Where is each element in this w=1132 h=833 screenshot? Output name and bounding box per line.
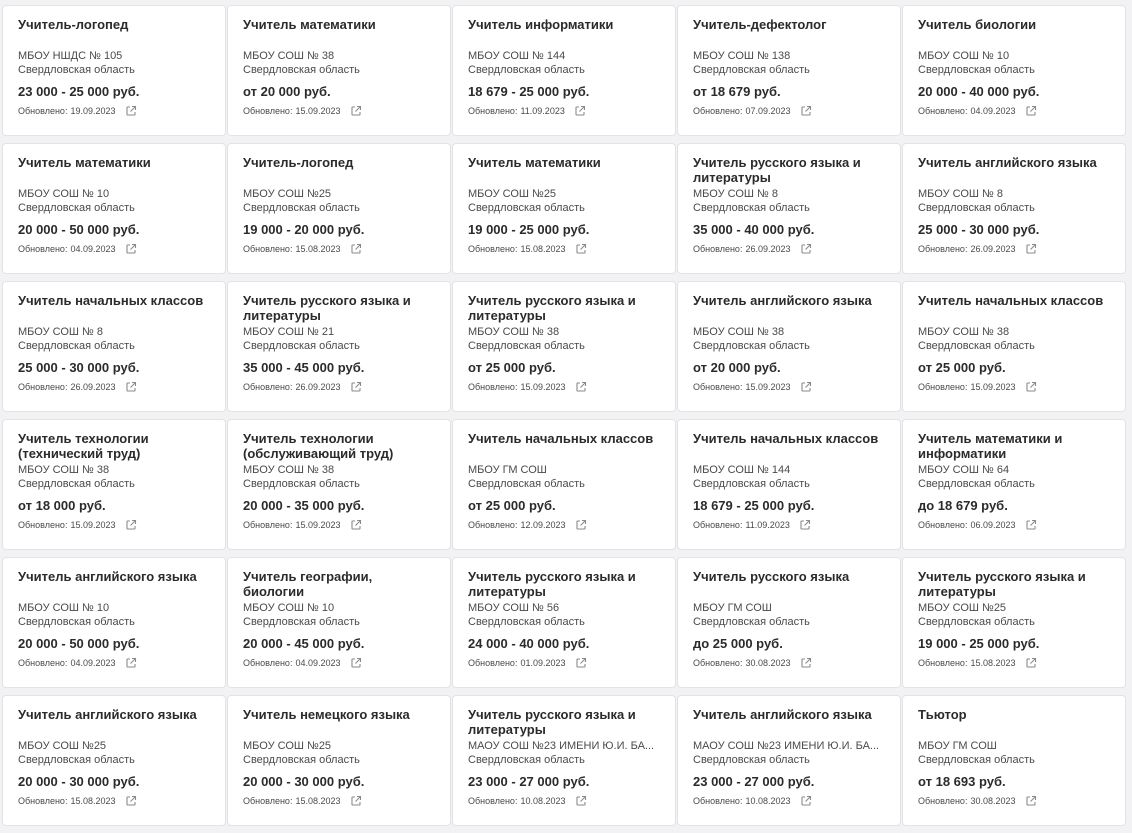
vacancy-salary: от 18 000 руб.	[18, 498, 106, 513]
vacancy-salary: от 20 000 руб.	[693, 360, 781, 375]
vacancy-region: Свердловская область	[243, 616, 360, 628]
vacancy-organization: МБОУ СОШ №25	[468, 188, 557, 200]
vacancy-title[interactable]: Учитель начальных классов	[918, 293, 1104, 308]
vacancy-region: Свердловская область	[918, 64, 1035, 76]
updated-date: 10.08.2023	[745, 796, 791, 806]
vacancy-card[interactable]	[677, 557, 901, 688]
vacancy-organization: МБОУ СОШ № 38	[468, 326, 560, 338]
updated-label: Обновлено:	[918, 382, 968, 392]
vacancy-card[interactable]	[902, 419, 1126, 550]
updated-date: 30.08.2023	[745, 658, 791, 668]
vacancy-card[interactable]	[2, 281, 226, 412]
vacancy-card[interactable]	[452, 5, 676, 136]
vacancy-title[interactable]: Учитель-логопед	[243, 155, 354, 170]
vacancy-meta	[918, 380, 1111, 394]
external-link-icon[interactable]	[1025, 243, 1037, 255]
vacancy-salary: 19 000 - 20 000 руб.	[243, 222, 365, 237]
vacancy-title[interactable]: Учитель русского языка и литературы	[468, 707, 636, 737]
updated-label: Обновлено:	[693, 106, 743, 116]
vacancy-region: Свердловская область	[468, 754, 585, 766]
updated-label: Обновлено:	[918, 796, 968, 806]
vacancy-salary: от 18 693 руб.	[918, 774, 1006, 789]
external-link-icon[interactable]	[350, 795, 362, 807]
vacancy-region: Свердловская область	[18, 616, 135, 628]
updated-label: Обновлено:	[18, 658, 68, 668]
vacancy-region: Свердловская область	[918, 202, 1035, 214]
updated-date: 26.09.2023	[745, 244, 791, 254]
vacancy-meta	[918, 656, 1111, 670]
vacancy-title[interactable]: Учитель технологии (технический труд)	[18, 431, 149, 461]
vacancy-title[interactable]: Учитель русского языка и литературы	[243, 293, 411, 323]
vacancy-meta	[18, 380, 211, 394]
vacancy-meta	[18, 794, 211, 808]
vacancy-card[interactable]	[227, 557, 451, 688]
updated-label: Обновлено:	[693, 658, 743, 668]
external-link-icon[interactable]	[800, 105, 812, 117]
updated-date: 19.09.2023	[70, 106, 116, 116]
vacancy-title[interactable]: Учитель биологии	[918, 17, 1037, 32]
vacancy-organization: МБОУ ГМ СОШ	[918, 740, 997, 752]
vacancy-meta	[918, 104, 1111, 118]
external-link-icon[interactable]	[125, 795, 137, 807]
vacancy-meta	[918, 794, 1111, 808]
vacancy-meta	[693, 794, 886, 808]
vacancy-card[interactable]	[902, 695, 1126, 826]
vacancy-organization: МБОУ СОШ № 10	[918, 50, 1010, 62]
vacancy-region: Свердловская область	[693, 202, 810, 214]
vacancy-region: Свердловская область	[693, 64, 810, 76]
vacancy-organization: МБОУ СОШ № 38	[693, 326, 785, 338]
vacancy-meta	[693, 104, 886, 118]
vacancy-meta	[243, 518, 436, 532]
vacancy-meta	[243, 104, 436, 118]
vacancy-region: Свердловская область	[918, 616, 1035, 628]
vacancy-card[interactable]	[2, 695, 226, 826]
updated-date: 11.09.2023	[745, 520, 790, 530]
vacancy-region: Свердловская область	[693, 478, 810, 490]
vacancy-organization: МБОУ СОШ № 38	[18, 464, 110, 476]
updated-label: Обновлено:	[693, 796, 743, 806]
updated-date: 11.09.2023	[520, 106, 565, 116]
vacancy-card[interactable]	[902, 281, 1126, 412]
updated-label: Обновлено:	[243, 658, 293, 668]
vacancy-salary: 23 000 - 27 000 руб.	[468, 774, 590, 789]
vacancy-organization: МБОУ СОШ № 8	[693, 188, 778, 200]
updated-date: 04.09.2023	[295, 658, 341, 668]
vacancy-region: Свердловская область	[468, 478, 585, 490]
vacancy-title[interactable]: Учитель начальных классов	[18, 293, 204, 308]
vacancy-title[interactable]: Учитель математики	[243, 17, 376, 32]
vacancy-region: Свердловская область	[18, 64, 135, 76]
vacancy-organization: МАОУ СОШ №23 ИМЕНИ Ю.И. БА...	[693, 740, 880, 752]
vacancy-card[interactable]	[452, 695, 676, 826]
external-link-icon[interactable]	[799, 519, 811, 531]
updated-label: Обновлено:	[468, 382, 518, 392]
updated-label: Обновлено:	[18, 106, 68, 116]
vacancy-organization: МБОУ СОШ № 8	[918, 188, 1003, 200]
vacancy-title[interactable]: Учитель математики и информатики	[918, 431, 1063, 461]
external-link-icon[interactable]	[1025, 795, 1037, 807]
updated-date: 30.08.2023	[970, 796, 1016, 806]
updated-label: Обновлено:	[243, 796, 293, 806]
vacancy-region: Свердловская область	[693, 616, 810, 628]
vacancy-title[interactable]: Учитель математики	[18, 155, 151, 170]
vacancy-organization: МБОУ СОШ № 8	[18, 326, 103, 338]
updated-label: Обновлено:	[693, 520, 743, 530]
vacancy-title[interactable]: Учитель английского языка	[918, 155, 1097, 170]
external-link-icon[interactable]	[350, 519, 362, 531]
vacancy-meta	[468, 242, 661, 256]
vacancy-salary: 20 000 - 50 000 руб.	[18, 222, 140, 237]
vacancy-card[interactable]	[2, 557, 226, 688]
updated-date: 10.08.2023	[520, 796, 566, 806]
updated-date: 15.09.2023	[295, 106, 341, 116]
vacancy-salary: от 18 679 руб.	[693, 84, 781, 99]
updated-date: 15.08.2023	[70, 796, 116, 806]
vacancy-card[interactable]	[677, 419, 901, 550]
vacancy-region: Свердловская область	[468, 64, 585, 76]
updated-label: Обновлено:	[693, 382, 743, 392]
updated-date: 26.09.2023	[970, 244, 1016, 254]
updated-label: Обновлено:	[18, 382, 68, 392]
vacancy-organization: МБОУ СОШ № 144	[468, 50, 566, 62]
external-link-icon[interactable]	[800, 243, 812, 255]
external-link-icon[interactable]	[125, 381, 137, 393]
vacancy-meta	[18, 656, 211, 670]
vacancy-salary: 35 000 - 45 000 руб.	[243, 360, 365, 375]
vacancy-salary: от 20 000 руб.	[243, 84, 331, 99]
updated-date: 26.09.2023	[70, 382, 116, 392]
vacancy-card[interactable]	[227, 419, 451, 550]
external-link-icon[interactable]	[575, 381, 587, 393]
vacancy-salary: 20 000 - 50 000 руб.	[18, 636, 140, 651]
external-link-icon[interactable]	[575, 243, 587, 255]
updated-date: 12.09.2023	[520, 520, 566, 530]
vacancy-region: Свердловская область	[243, 340, 360, 352]
vacancy-meta	[243, 380, 436, 394]
updated-label: Обновлено:	[918, 244, 968, 254]
vacancy-region: Свердловская область	[468, 202, 585, 214]
vacancy-meta	[18, 104, 211, 118]
vacancy-organization: МБОУ СОШ № 10	[18, 188, 110, 200]
updated-label: Обновлено:	[18, 796, 68, 806]
vacancy-card[interactable]	[902, 143, 1126, 274]
updated-label: Обновлено:	[18, 520, 68, 530]
vacancy-region: Свердловская область	[243, 754, 360, 766]
updated-date: 15.09.2023	[295, 520, 341, 530]
vacancy-meta	[468, 518, 661, 532]
external-link-icon[interactable]	[125, 657, 137, 669]
vacancy-card[interactable]	[677, 143, 901, 274]
vacancy-title[interactable]: Учитель английского языка	[693, 707, 872, 722]
vacancy-organization: МБОУ СОШ № 64	[918, 464, 1010, 476]
vacancy-salary: 24 000 - 40 000 руб.	[468, 636, 590, 651]
vacancy-organization: МБОУ СОШ № 144	[693, 464, 791, 476]
updated-date: 04.09.2023	[970, 106, 1016, 116]
vacancy-meta	[693, 380, 886, 394]
updated-label: Обновлено:	[468, 244, 518, 254]
updated-date: 15.08.2023	[970, 658, 1016, 668]
vacancy-region: Свердловская область	[243, 202, 360, 214]
vacancy-card[interactable]	[677, 695, 901, 826]
vacancy-salary: 20 000 - 40 000 руб.	[918, 84, 1040, 99]
vacancy-meta	[693, 656, 886, 670]
updated-date: 06.09.2023	[970, 520, 1016, 530]
vacancy-meta	[693, 518, 886, 532]
vacancy-region: Свердловская область	[693, 754, 810, 766]
vacancy-salary: 23 000 - 25 000 руб.	[18, 84, 140, 99]
external-link-icon[interactable]	[1025, 519, 1037, 531]
external-link-icon[interactable]	[125, 105, 137, 117]
vacancy-salary: 19 000 - 25 000 руб.	[918, 636, 1040, 651]
external-link-icon[interactable]	[575, 657, 587, 669]
vacancy-organization: МБОУ СОШ № 10	[243, 602, 335, 614]
vacancy-organization: МБОУ СОШ №25	[243, 188, 332, 200]
vacancy-salary: 20 000 - 30 000 руб.	[243, 774, 365, 789]
external-link-icon[interactable]	[350, 381, 362, 393]
vacancy-salary: 20 000 - 30 000 руб.	[18, 774, 140, 789]
updated-label: Обновлено:	[468, 520, 518, 530]
vacancy-title[interactable]: Учитель английского языка	[693, 293, 872, 308]
updated-label: Обновлено:	[468, 796, 518, 806]
vacancy-region: Свердловская область	[693, 340, 810, 352]
updated-date: 26.09.2023	[295, 382, 341, 392]
vacancy-meta	[468, 380, 661, 394]
updated-date: 15.08.2023	[295, 244, 341, 254]
vacancy-salary: от 25 000 руб.	[918, 360, 1006, 375]
vacancy-organization: МБОУ СОШ № 38	[243, 50, 335, 62]
vacancy-card[interactable]	[902, 5, 1126, 136]
vacancy-organization: МБОУ СОШ № 138	[693, 50, 791, 62]
vacancy-meta	[918, 242, 1111, 256]
vacancy-card[interactable]	[452, 281, 676, 412]
vacancy-card[interactable]	[227, 695, 451, 826]
vacancy-salary: до 18 679 руб.	[918, 498, 1008, 513]
updated-date: 15.09.2023	[745, 382, 791, 392]
external-link-icon[interactable]	[350, 657, 362, 669]
vacancy-title[interactable]: Учитель информатики	[468, 17, 614, 32]
vacancy-meta	[243, 242, 436, 256]
vacancy-title[interactable]: Учитель русского языка и литературы	[468, 569, 636, 599]
external-link-icon[interactable]	[1025, 105, 1037, 117]
vacancy-region: Свердловская область	[918, 478, 1035, 490]
updated-date: 15.09.2023	[70, 520, 116, 530]
vacancy-title[interactable]: Учитель английского языка	[18, 707, 197, 722]
vacancy-organization: МБОУ СОШ №25	[243, 740, 332, 752]
vacancy-salary: от 25 000 руб.	[468, 360, 556, 375]
vacancy-salary: 20 000 - 35 000 руб.	[243, 498, 365, 513]
vacancy-grid	[2, 5, 1126, 826]
vacancy-region: Свердловская область	[918, 340, 1035, 352]
updated-date: 15.08.2023	[295, 796, 341, 806]
vacancy-region: Свердловская область	[243, 478, 360, 490]
vacancy-region: Свердловская область	[18, 754, 135, 766]
vacancy-region: Свердловская область	[18, 202, 135, 214]
external-link-icon[interactable]	[800, 657, 812, 669]
updated-label: Обновлено:	[468, 106, 518, 116]
updated-label: Обновлено:	[918, 520, 968, 530]
vacancy-title[interactable]: Учитель русского языка и литературы	[468, 293, 636, 323]
external-link-icon[interactable]	[575, 519, 587, 531]
updated-label: Обновлено:	[18, 244, 68, 254]
updated-date: 15.09.2023	[520, 382, 566, 392]
updated-label: Обновлено:	[243, 520, 293, 530]
updated-label: Обновлено:	[243, 106, 293, 116]
vacancy-organization: МБОУ СОШ № 21	[243, 326, 335, 338]
vacancy-title[interactable]: Учитель русского языка	[693, 569, 850, 584]
vacancy-region: Свердловская область	[18, 340, 135, 352]
updated-date: 01.09.2023	[520, 658, 566, 668]
vacancy-salary: 20 000 - 45 000 руб.	[243, 636, 365, 651]
vacancy-organization: МБОУ ГМ СОШ	[468, 464, 547, 476]
vacancy-salary: до 25 000 руб.	[693, 636, 783, 651]
vacancy-meta	[693, 242, 886, 256]
vacancy-title[interactable]: Учитель начальных классов	[468, 431, 654, 446]
vacancy-organization: МБОУ СОШ № 38	[243, 464, 335, 476]
vacancy-card[interactable]	[452, 419, 676, 550]
external-link-icon[interactable]	[350, 243, 362, 255]
updated-date: 15.08.2023	[520, 244, 566, 254]
vacancy-region: Свердловская область	[468, 616, 585, 628]
updated-date: 04.09.2023	[70, 658, 116, 668]
vacancy-organization: МБОУ СОШ №25	[918, 602, 1007, 614]
updated-label: Обновлено:	[243, 382, 293, 392]
vacancy-region: Свердловская область	[18, 478, 135, 490]
vacancy-organization: МБОУ СОШ №25	[18, 740, 107, 752]
vacancy-salary: 25 000 - 30 000 руб.	[918, 222, 1040, 237]
vacancy-title[interactable]: Учитель немецкого языка	[243, 707, 410, 722]
vacancy-card[interactable]	[902, 557, 1126, 688]
vacancy-organization: МБОУ ГМ СОШ	[693, 602, 772, 614]
vacancy-meta	[18, 242, 211, 256]
external-link-icon[interactable]	[125, 243, 137, 255]
external-link-icon[interactable]	[1025, 657, 1037, 669]
updated-label: Обновлено:	[693, 244, 743, 254]
updated-date: 07.09.2023	[745, 106, 791, 116]
vacancy-meta	[18, 518, 211, 532]
vacancy-title[interactable]: Учитель русского языка и литературы	[918, 569, 1086, 599]
vacancy-title[interactable]: Учитель-логопед	[18, 17, 129, 32]
vacancy-salary: от 25 000 руб.	[468, 498, 556, 513]
vacancy-card[interactable]	[227, 281, 451, 412]
external-link-icon[interactable]	[800, 381, 812, 393]
vacancy-card[interactable]	[227, 5, 451, 136]
vacancy-meta	[468, 656, 661, 670]
vacancy-meta	[243, 656, 436, 670]
vacancy-region: Свердловская область	[243, 64, 360, 76]
vacancy-meta	[468, 794, 661, 808]
vacancy-title[interactable]: Учитель русского языка и литературы	[693, 155, 861, 185]
vacancy-title[interactable]: Учитель начальных классов	[693, 431, 879, 446]
vacancy-region: Свердловская область	[468, 340, 585, 352]
updated-date: 15.09.2023	[970, 382, 1016, 392]
vacancy-card[interactable]	[452, 557, 676, 688]
updated-label: Обновлено:	[468, 658, 518, 668]
updated-label: Обновлено:	[918, 106, 968, 116]
vacancy-meta	[918, 518, 1111, 532]
vacancy-organization: МБОУ НШДС № 105	[18, 50, 123, 62]
vacancy-title[interactable]: Учитель географии, биологии	[243, 569, 373, 599]
vacancy-organization: МБОУ СОШ № 10	[18, 602, 110, 614]
external-link-icon[interactable]	[800, 795, 812, 807]
updated-label: Обновлено:	[918, 658, 968, 668]
vacancy-title[interactable]: Учитель английского языка	[18, 569, 197, 584]
external-link-icon[interactable]	[1025, 381, 1037, 393]
vacancy-card[interactable]	[677, 5, 901, 136]
vacancy-organization: МБОУ СОШ № 56	[468, 602, 560, 614]
vacancy-card[interactable]	[227, 143, 451, 274]
updated-label: Обновлено:	[243, 244, 293, 254]
vacancy-region: Свердловская область	[918, 754, 1035, 766]
vacancy-salary: 35 000 - 40 000 руб.	[693, 222, 815, 237]
vacancy-card[interactable]	[452, 143, 676, 274]
vacancy-card[interactable]	[2, 419, 226, 550]
vacancy-card[interactable]	[2, 5, 226, 136]
vacancy-salary: 25 000 - 30 000 руб.	[18, 360, 140, 375]
vacancy-organization: МАОУ СОШ №23 ИМЕНИ Ю.И. БА...	[468, 740, 655, 752]
vacancy-title[interactable]: Тьютор	[918, 707, 967, 722]
vacancy-meta	[243, 794, 436, 808]
vacancy-card[interactable]	[2, 143, 226, 274]
vacancy-title[interactable]: Учитель технологии (обслуживающий труд)	[243, 431, 394, 461]
vacancy-meta	[468, 104, 661, 118]
vacancy-title[interactable]: Учитель-дефектолог	[693, 17, 827, 32]
vacancy-salary: 18 679 - 25 000 руб.	[468, 84, 590, 99]
vacancy-salary: 23 000 - 27 000 руб.	[693, 774, 815, 789]
vacancy-card[interactable]	[677, 281, 901, 412]
external-link-icon[interactable]	[575, 795, 587, 807]
external-link-icon[interactable]	[350, 105, 362, 117]
updated-date: 04.09.2023	[70, 244, 116, 254]
vacancy-salary: 19 000 - 25 000 руб.	[468, 222, 590, 237]
external-link-icon[interactable]	[125, 519, 137, 531]
vacancy-salary: 18 679 - 25 000 руб.	[693, 498, 815, 513]
vacancy-title[interactable]: Учитель математики	[468, 155, 601, 170]
external-link-icon[interactable]	[574, 105, 586, 117]
vacancy-organization: МБОУ СОШ № 38	[918, 326, 1010, 338]
